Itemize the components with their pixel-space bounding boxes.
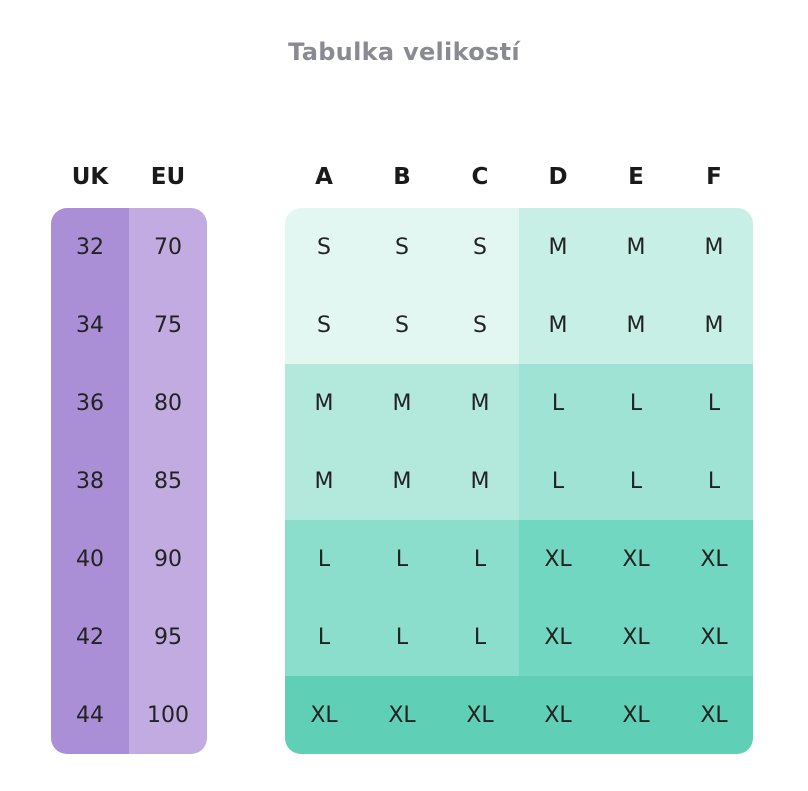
- header-row: [51, 146, 753, 208]
- column-header-c: C: [471, 164, 489, 190]
- cell-size: L: [675, 364, 753, 442]
- table-header: [51, 146, 753, 208]
- cell-size: L: [363, 520, 441, 598]
- cell-size: L: [519, 364, 597, 442]
- cell-eu: 70: [129, 208, 207, 286]
- row-spacer: [207, 208, 285, 286]
- cell-eu: 90: [129, 520, 207, 598]
- table-row: [51, 676, 753, 754]
- row-spacer: [207, 598, 285, 676]
- cell-size: L: [285, 598, 363, 676]
- cell-uk: 38: [51, 442, 129, 520]
- cell-size: S: [285, 208, 363, 286]
- cell-size: M: [363, 364, 441, 442]
- cell-uk: 32: [51, 208, 129, 286]
- cell-size: XL: [597, 598, 675, 676]
- cell-size: S: [285, 286, 363, 364]
- table-row: [51, 286, 753, 364]
- cell-size: XL: [675, 520, 753, 598]
- cell-size: M: [441, 442, 519, 520]
- cell-size: L: [675, 442, 753, 520]
- column-header-a: A: [315, 164, 333, 190]
- column-header-uk: UK: [71, 164, 109, 190]
- table-row: [51, 598, 753, 676]
- cell-uk: 40: [51, 520, 129, 598]
- cell-size: L: [363, 598, 441, 676]
- cell-size: L: [519, 442, 597, 520]
- cell-size: M: [675, 208, 753, 286]
- table-row: [51, 520, 753, 598]
- cell-size: XL: [285, 676, 363, 754]
- cell-size: S: [363, 208, 441, 286]
- cell-size: XL: [597, 676, 675, 754]
- table-row: [51, 364, 753, 442]
- cell-eu: 95: [129, 598, 207, 676]
- cell-size: XL: [519, 598, 597, 676]
- cell-size: XL: [597, 520, 675, 598]
- cell-size: XL: [441, 676, 519, 754]
- cell-size: L: [441, 598, 519, 676]
- cell-size: M: [675, 286, 753, 364]
- table-row: [51, 442, 753, 520]
- cell-eu: 75: [129, 286, 207, 364]
- column-header-f: F: [706, 164, 722, 190]
- cell-size: L: [597, 364, 675, 442]
- cell-size: M: [519, 208, 597, 286]
- table-body: [51, 208, 753, 754]
- cell-size: M: [441, 364, 519, 442]
- cell-size: M: [519, 286, 597, 364]
- header-spacer: [207, 146, 285, 208]
- column-header-eu: EU: [150, 164, 186, 190]
- cell-size: M: [363, 442, 441, 520]
- cell-size: M: [597, 208, 675, 286]
- row-spacer: [207, 520, 285, 598]
- cell-size: S: [441, 208, 519, 286]
- cell-eu: 100: [129, 676, 207, 754]
- size-table: [51, 146, 753, 754]
- cell-eu: 85: [129, 442, 207, 520]
- column-header-b: B: [393, 164, 411, 190]
- cell-size: XL: [519, 520, 597, 598]
- cell-eu: 80: [129, 364, 207, 442]
- table-row: [51, 208, 753, 286]
- cell-size: S: [441, 286, 519, 364]
- cell-size: XL: [519, 676, 597, 754]
- cell-uk: 34: [51, 286, 129, 364]
- cell-size: XL: [675, 676, 753, 754]
- cell-size: L: [441, 520, 519, 598]
- size-table-container: [51, 146, 753, 754]
- cell-size: M: [597, 286, 675, 364]
- cell-size: XL: [675, 598, 753, 676]
- cell-size: M: [285, 442, 363, 520]
- cell-size: L: [597, 442, 675, 520]
- row-spacer: [207, 442, 285, 520]
- cell-size: XL: [363, 676, 441, 754]
- row-spacer: [207, 286, 285, 364]
- page-title: Tabulka velikostí: [288, 38, 520, 66]
- row-spacer: [207, 364, 285, 442]
- row-spacer: [207, 676, 285, 754]
- column-header-d: D: [548, 164, 568, 190]
- column-header-e: E: [628, 164, 644, 190]
- cell-uk: 42: [51, 598, 129, 676]
- cell-uk: 44: [51, 676, 129, 754]
- cell-size: S: [363, 286, 441, 364]
- cell-size: M: [285, 364, 363, 442]
- cell-size: L: [285, 520, 363, 598]
- cell-uk: 36: [51, 364, 129, 442]
